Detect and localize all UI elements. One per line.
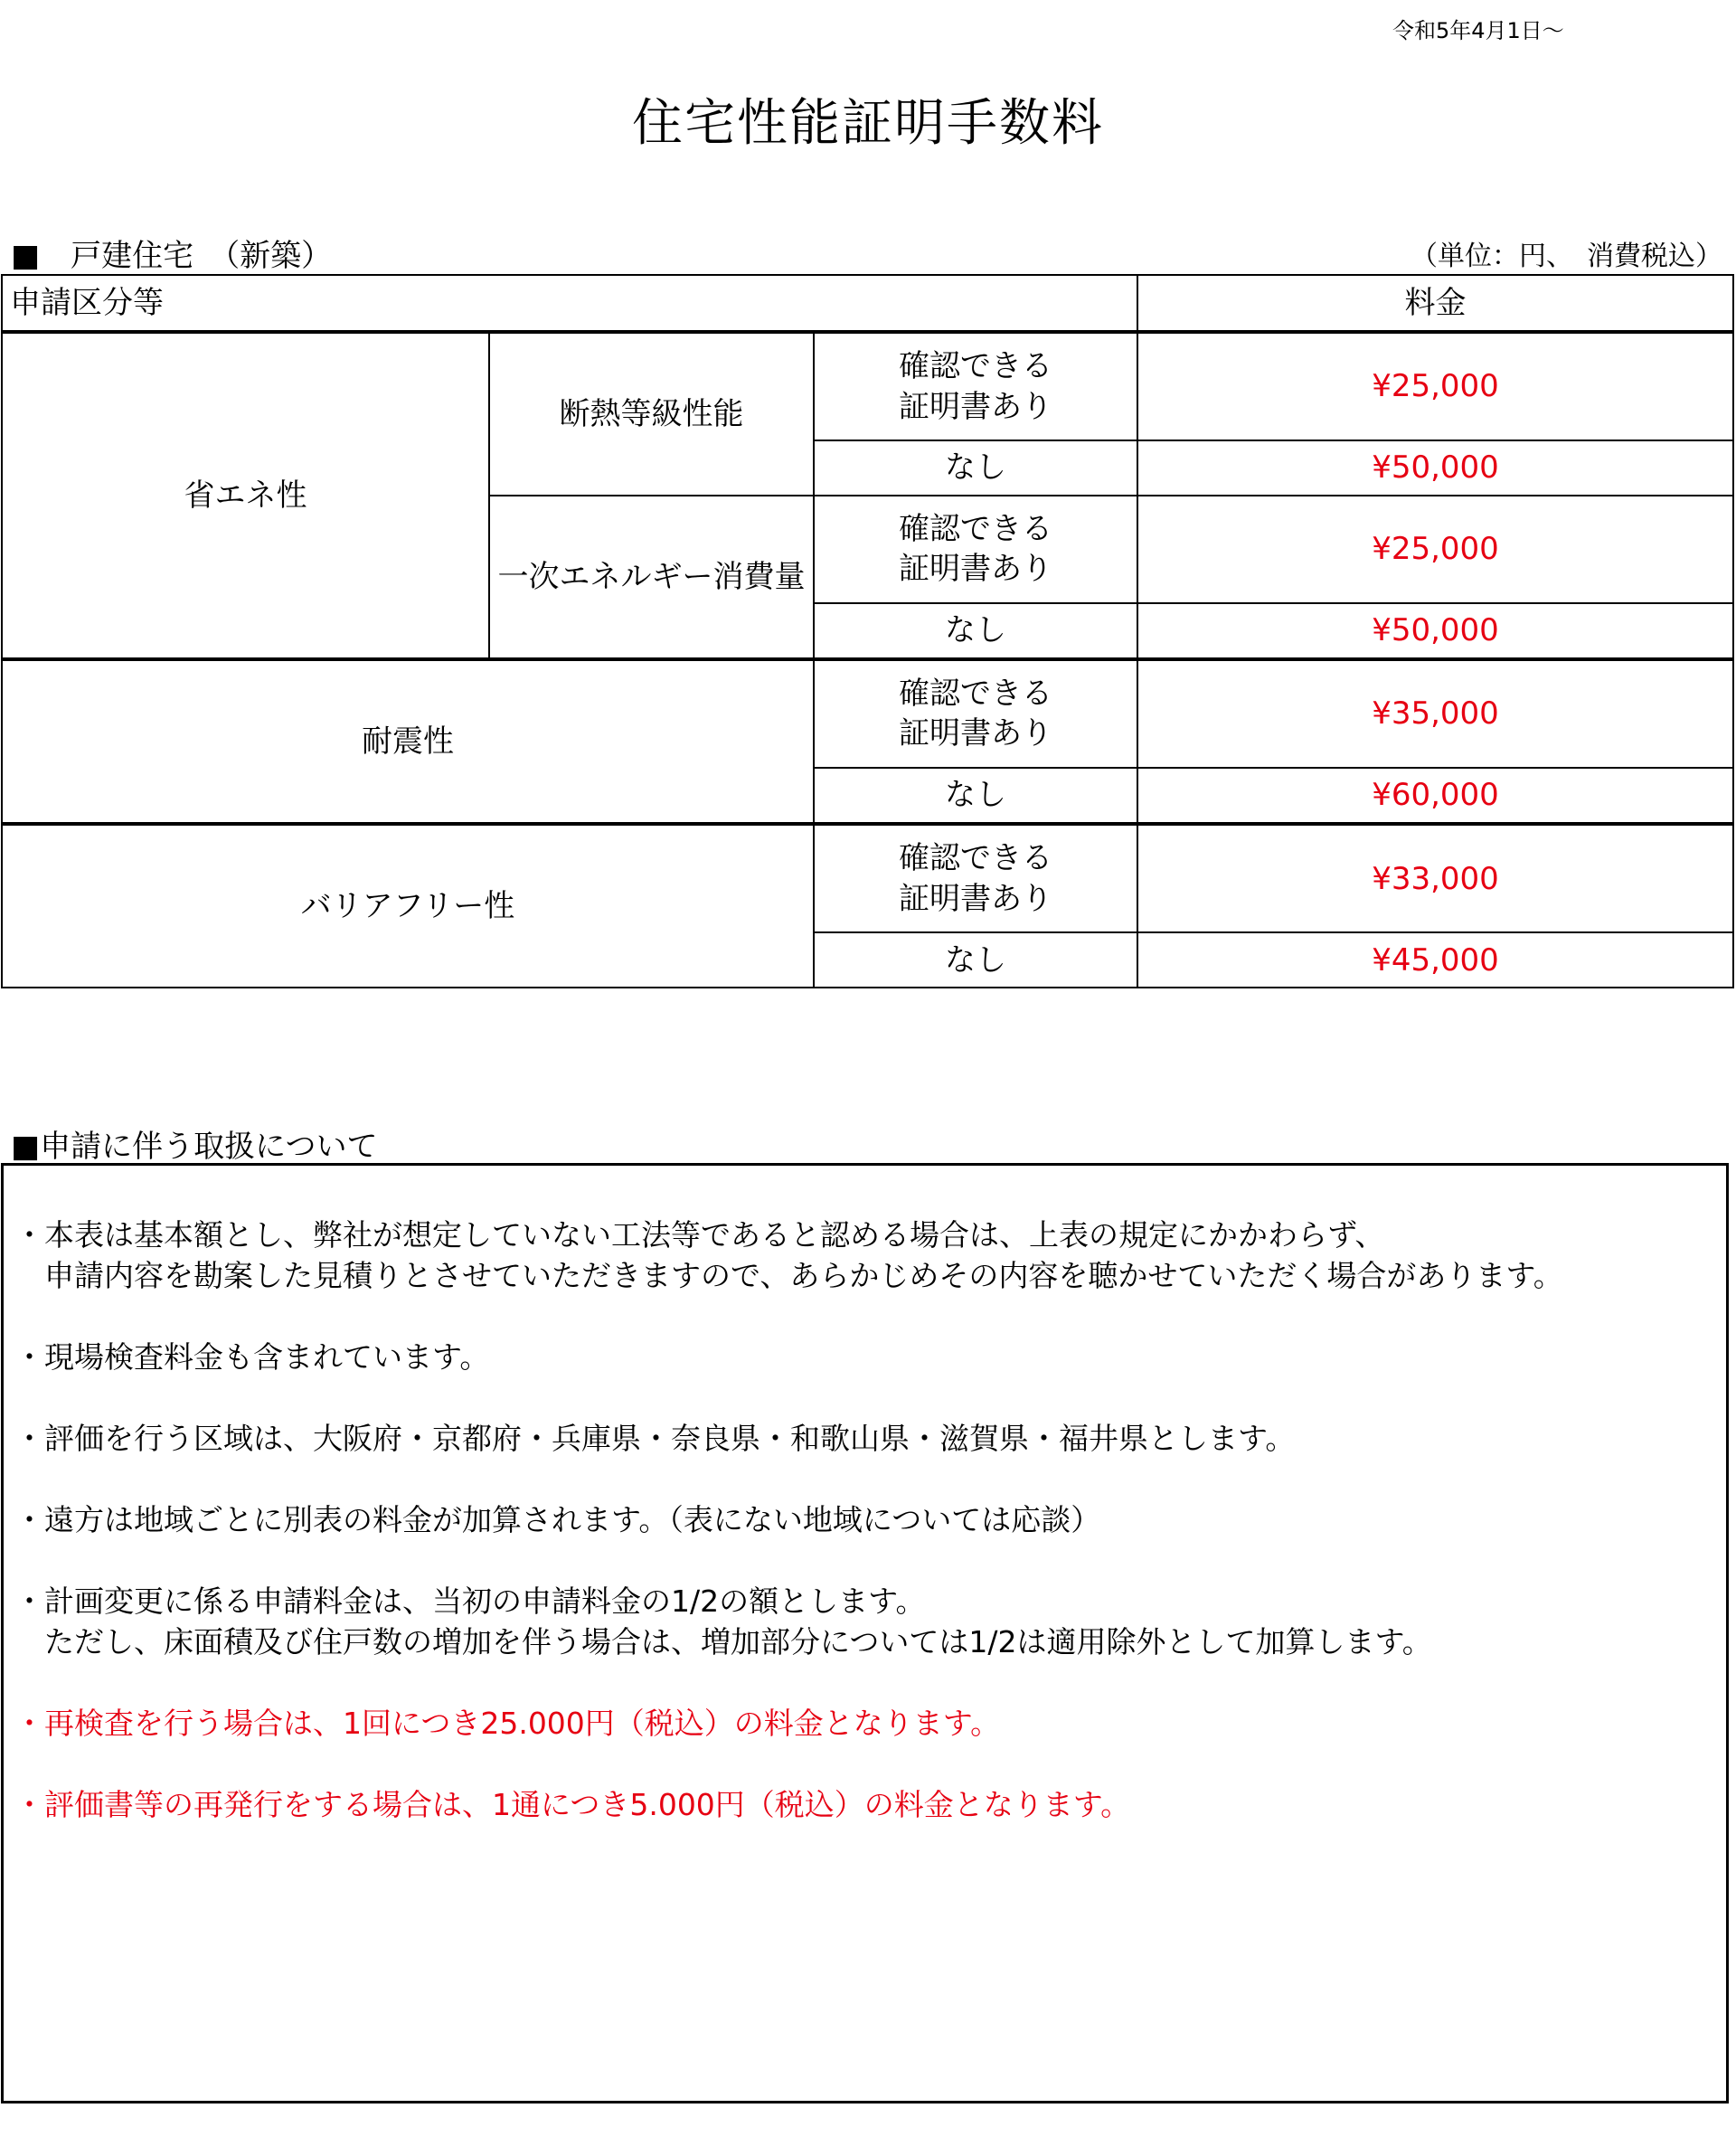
effective-date: 令和5年4月1日～ — [1392, 18, 1564, 43]
table-header-row — [2, 275, 1733, 332]
subgroup-label-primary-energy: 一次エネルギー消費量 — [489, 496, 814, 659]
note-remote-surcharge: ・遠方は地域ごとに別表の料金が加算されます。（表にない地域については応談） — [14, 1502, 1101, 1537]
page-title: 住宅性能証明手数料 — [632, 94, 1104, 153]
option-without-certificate: なし — [814, 768, 1137, 824]
option-with-certificate: 確認できる 証明書あり — [814, 332, 1137, 440]
group-label-seismic: 耐震性 — [2, 659, 814, 824]
fee-table — [1, 274, 1734, 988]
note-service-area: ・評価を行う区域は、大阪府・京都府・兵庫県・奈良県・和歌山県・滋賀県・福井県とします。 — [14, 1421, 1296, 1456]
note-base-amount: ・本表は基本額とし、弊社が想定していない工法等であると認める場合は、上表の規定にかかわらず、 申請内容を勘案した見積りとさせていただきますので、あらかじめその内容を聴かせていただく場合があります。 — [14, 1217, 1563, 1293]
fee-value: ¥25,000 — [1137, 332, 1733, 440]
note-reissue: ・評価書等の再発行をする場合は、1通につき5.000円（税込）の料金となります。 — [14, 1787, 1131, 1822]
option-with-certificate: 確認できる 証明書あり — [814, 496, 1137, 603]
table-row — [2, 659, 1733, 768]
fee-value: ¥25,000 — [1137, 496, 1733, 603]
group-label-energy: 省エネ性 — [2, 332, 489, 659]
fee-value: ¥35,000 — [1137, 659, 1733, 768]
subgroup-label-insulation: 断熱等級性能 — [489, 332, 814, 496]
table-row — [2, 824, 1733, 932]
option-with-certificate: 確認できる 証明書あり — [814, 824, 1137, 932]
table-row — [2, 332, 1733, 440]
header-fee: 料金 — [1137, 275, 1733, 332]
note-plan-change: ・計画変更に係る申請料金は、当初の申請料金の1/2の額とします。 ただし、床面積及び住戸数の増加を伴う場合は、増加部分については1/2は適用除外として加算します。 — [14, 1584, 1432, 1659]
option-without-certificate: なし — [814, 932, 1137, 988]
option-without-certificate: なし — [814, 440, 1137, 496]
header-category: 申請区分等 — [2, 275, 1137, 332]
note-site-inspection: ・現場検査料金も含まれています。 — [14, 1339, 490, 1375]
note-reinspection: ・再検査を行う場合は、1回につき25.000円（税込）の料金となります。 — [14, 1706, 1001, 1741]
notes-box — [1, 1163, 1729, 2103]
section-heading-detached-house: ■ 戸建住宅 （新築） — [11, 238, 333, 274]
fee-value: ¥45,000 — [1137, 932, 1733, 988]
fee-value: ¥60,000 — [1137, 768, 1733, 824]
unit-note: （単位：円、 消費税込） — [1410, 241, 1722, 272]
section-heading-handling: ■申請に伴う取扱について — [11, 1129, 378, 1165]
fee-value: ¥50,000 — [1137, 440, 1733, 496]
fee-value: ¥33,000 — [1137, 824, 1733, 932]
group-label-barrier-free: バリアフリー性 — [2, 824, 814, 988]
option-with-certificate: 確認できる 証明書あり — [814, 659, 1137, 768]
option-without-certificate: なし — [814, 603, 1137, 659]
fee-value: ¥50,000 — [1137, 603, 1733, 659]
